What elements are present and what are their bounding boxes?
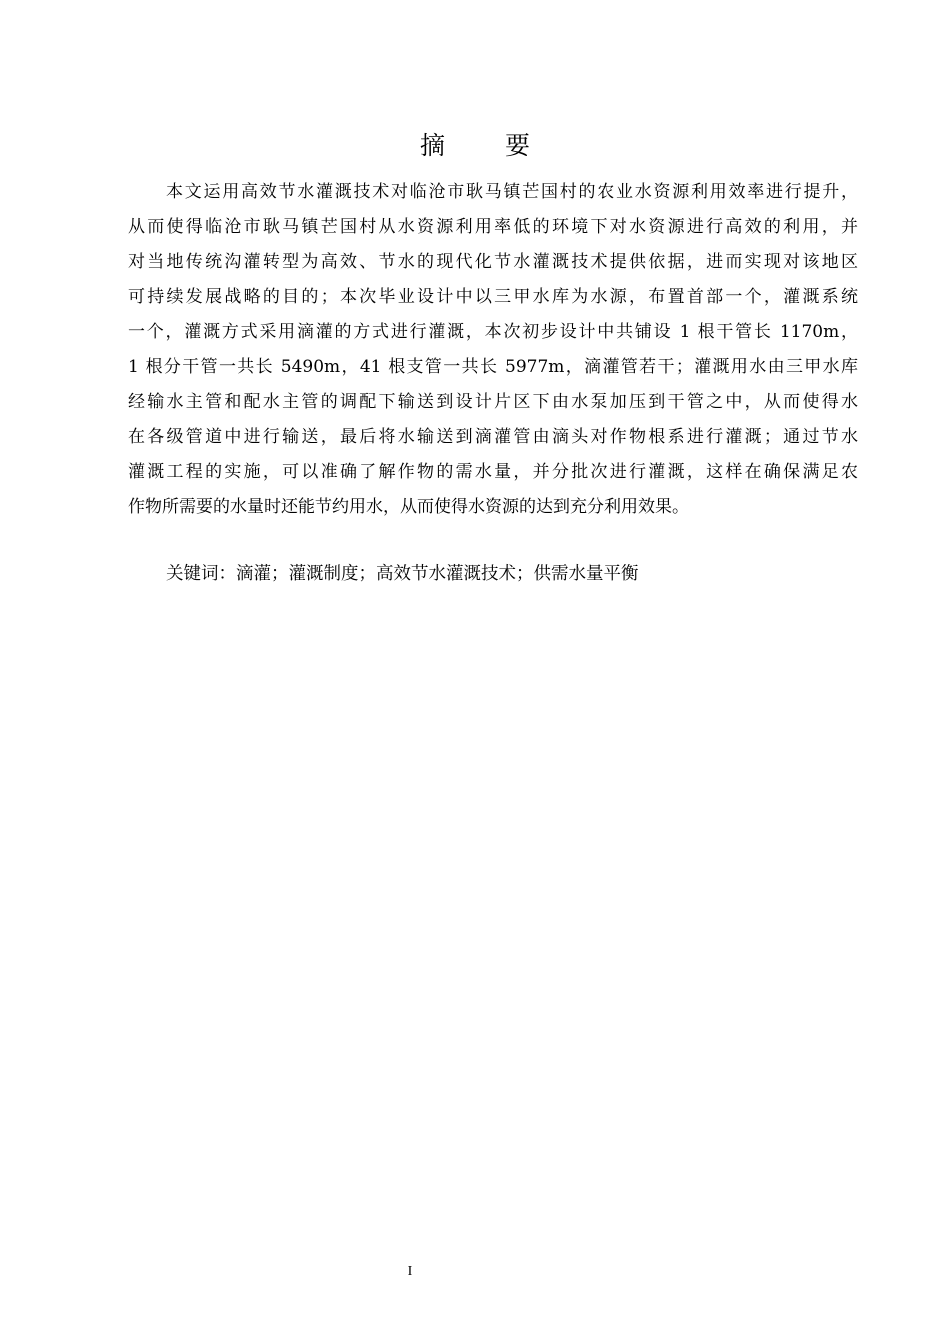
keywords-line: 关键词：滴灌；灌溉制度；高效节水灌溉技术；供需水量平衡	[166, 564, 639, 584]
abstract-line: 可持续发展战略的目的；本次毕业设计中以三甲水库为水源，布置首部一个，灌溉系统	[128, 287, 858, 307]
abstract-line: 一个，灌溉方式采用滴灌的方式进行灌溉，本次初步设计中共铺设 1 根干管长 1170m，	[128, 322, 858, 342]
abstract-line: 作物所需要的水量时还能节约用水，从而使得水资源的达到充分利用效果。	[128, 497, 689, 517]
abstract-line: 经输水主管和配水主管的调配下输送到设计片区下由水泵加压到干管之中，从而使得水	[128, 392, 858, 412]
abstract-line: 对当地传统沟灌转型为高效、节水的现代化节水灌溉技术提供依据，进而实现对该地区	[128, 252, 858, 272]
abstract-line: 本文运用高效节水灌溉技术对临沧市耿马镇芒国村的农业水资源利用效率进行提升，	[166, 182, 858, 202]
abstract-line: 从而使得临沧市耿马镇芒国村从水资源利用率低的环境下对水资源进行高效的利用，并	[128, 217, 858, 237]
abstract-body	[128, 175, 858, 525]
abstract-title: 摘 要	[420, 131, 556, 160]
page-number: I	[407, 1264, 413, 1279]
abstract-line: 灌溉工程的实施，可以准确了解作物的需水量，并分批次进行灌溉，这样在确保满足农	[128, 462, 858, 482]
abstract-line: 在各级管道中进行输送，最后将水输送到滴灌管由滴头对作物根系进行灌溉；通过节水	[128, 427, 858, 447]
abstract-line: 1 根分干管一共长 5490m，41 根支管一共长 5977m，滴灌管若干；灌溉用水由三甲水库	[128, 357, 858, 377]
